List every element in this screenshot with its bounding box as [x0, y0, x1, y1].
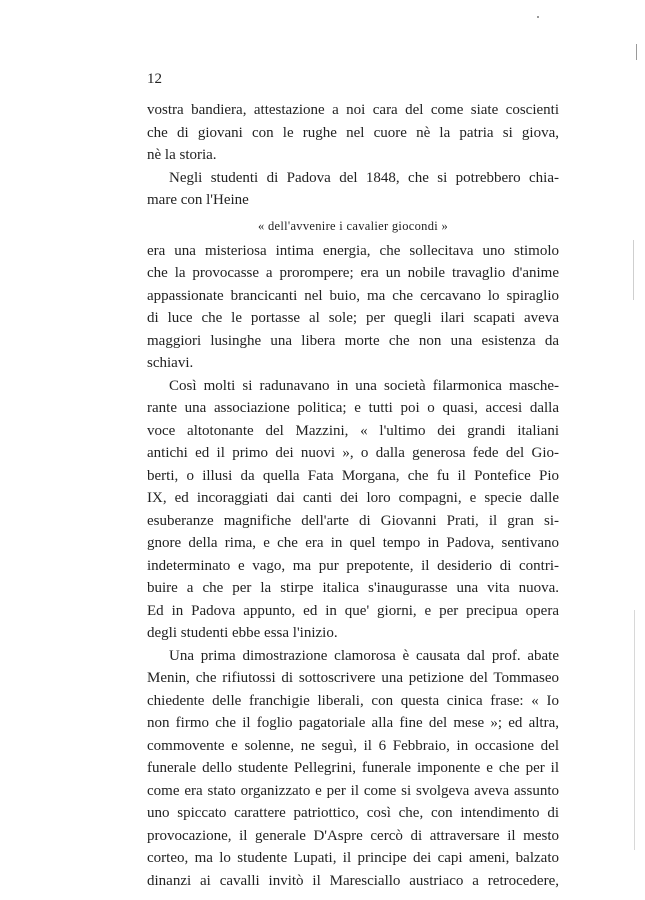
text-line: di luce che le portasse al sole; per quegli ilari scapati aveva [147, 310, 559, 326]
text-line: che di giovani con le rughe nel cuore nè la patria si giova, [147, 124, 559, 141]
text-line: commovente e solenne, ne seguì, il 6 Febbraio, in occasione del [147, 737, 559, 754]
text-line: berti, o illusi da quella Fata Morgana, che fu il Pontefice Pio [147, 467, 559, 484]
scan-edge-mark [634, 610, 635, 850]
verse-quote: « dell'avvenire i cavalier giocondi » [257, 218, 449, 233]
text-line: esuberanze magnifiche dell'arte di Giovanni Prati, il gran si- [147, 512, 559, 529]
text-line: Così molti si radunavano in una società filarmonica masche- [169, 377, 559, 394]
text-line: non firmo che il foglio pagatoriale alla fine del mese »; ed altra, [147, 715, 559, 731]
text-line: voce altotonante del Mazzini, « l'ultimo dei grandi italiani [147, 422, 559, 439]
text-line: buire a che per la stirpe italica s'inaugurasse una vita nuova. [147, 580, 559, 596]
text-line: funerale dello studente Pellegrini, funerale imponente e che per il [147, 760, 559, 776]
text-line: dinanzi ai cavalli invitò il Maresciallo austriaco a retrocedere, [147, 872, 559, 889]
scan-edge-mark [636, 44, 637, 60]
body-text [147, 99, 559, 892]
text-line: rante una associazione politica; e tutti poi o quasi, accesi dalla [147, 400, 559, 416]
text-line: Ed in Padova appunto, ed in que' giorni, e per precipua opera [147, 602, 559, 619]
text-line: gnore della rima, e che era in quel tempo in Padova, sentivano [147, 535, 559, 551]
text-line: schiavi. [147, 355, 194, 371]
text-line: maggiori lusinghe una libera morte che non una esistenza da [147, 332, 559, 349]
text-line: appassionate brancicanti nel buio, ma che cercavano lo spiraglio [147, 287, 559, 304]
text-line: era una misteriosa intima energia, che sollecitava uno stimolo [147, 242, 559, 259]
text-line: corteo, ma lo studente Lupati, il principe dei capi ameni, balzato [147, 850, 559, 866]
text-line: vostra bandiera, attestazione a noi cara del come siate coscienti [147, 102, 559, 118]
text-line: uno spiccato carattere patriottico, così che, con intendimento di [147, 805, 559, 821]
text-line: Negli studenti di Padova del 1848, che si potrebbero chia- [169, 169, 559, 186]
text-line: chiedente delle franchigie liberali, con questa cinica frase: « Io [147, 692, 559, 709]
text-line: Menin, che rifiutossi di sottoscrivere una petizione del Tommaseo [147, 670, 559, 686]
text-line: antichi ed il primo dei nuovi », o dalla generosa fede del Gio- [147, 445, 559, 461]
text-line: provocazione, il generale D'Aspre cercò di attraversare il mesto [147, 827, 559, 844]
text-line: mare con l'Heine [147, 192, 249, 208]
text-line: degli studenti ebbe essa l'inizio. [147, 625, 338, 641]
text-line: nè la storia. [147, 147, 217, 163]
page-number: 12 [147, 71, 162, 87]
text-line: IX, ed incoraggiati dai canti dei loro compagni, e specie dalle [147, 490, 559, 506]
text-line: come era stato organizzato e per il come si svolgeva aveva assunto [147, 782, 559, 799]
scan-edge-mark [633, 240, 634, 300]
scan-edge-mark [537, 16, 539, 18]
text-line: indeterminato e vago, ma pur prepotente, il desiderio di contri- [147, 557, 559, 574]
text-line: che la provocasse a prorompere; era un nobile travaglio d'anime [147, 265, 559, 281]
text-line: Una prima dimostrazione clamorosa è causata dal prof. abate [169, 647, 559, 664]
